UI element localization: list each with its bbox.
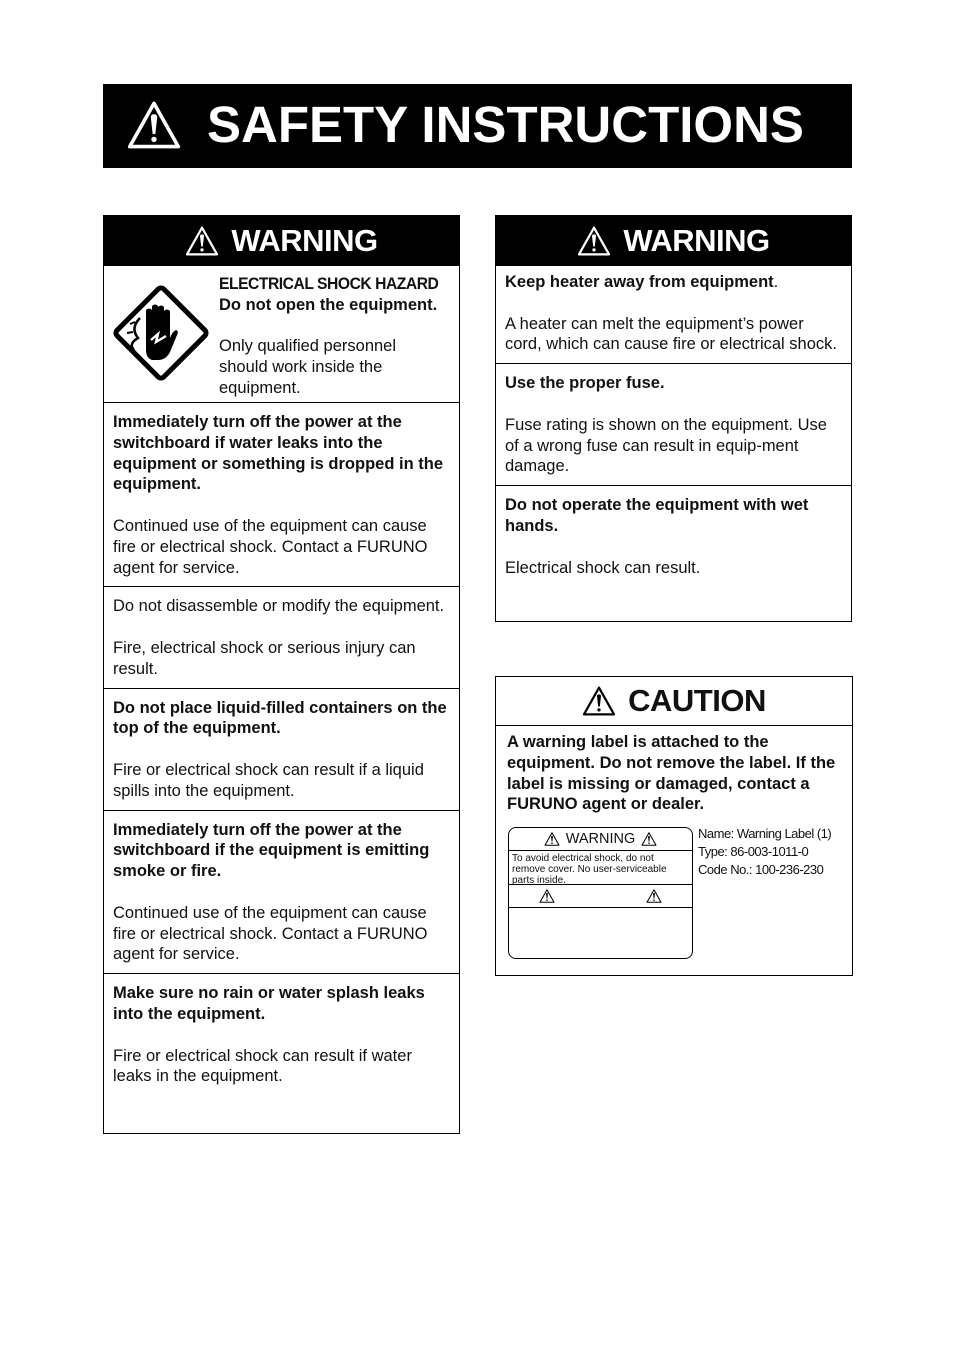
caution-label: CAUTION bbox=[628, 683, 766, 718]
label-type: Type: 86-003-1011-0 bbox=[698, 844, 809, 860]
warning-sticker bbox=[508, 827, 693, 959]
section-heading: Do not operate the equipment with wet hands. bbox=[505, 496, 809, 535]
left-warning-header bbox=[104, 216, 459, 266]
hazard-note: Only qualified personnel should work inside the equipment. bbox=[219, 337, 397, 397]
section-heading: Immediately turn off the power at the switchboard if water leaks into the equipment or something is dropped in the equipment. bbox=[113, 413, 444, 494]
section-heading: Do not disassemble or modify the equipment. bbox=[113, 597, 445, 616]
safety-banner bbox=[103, 84, 852, 168]
right-warning-box bbox=[495, 215, 852, 622]
section-heading-trail: . bbox=[773, 273, 779, 291]
warning-triangle-icon bbox=[544, 832, 560, 846]
sticker-icon-row bbox=[509, 885, 692, 908]
section-heading: Make sure no rain or water splash leaks into the equipment. bbox=[113, 984, 425, 1023]
section-heading: Use the proper fuse. bbox=[505, 374, 665, 393]
section-heading: Keep heater away from equipment bbox=[505, 273, 774, 291]
warning-triangle-icon bbox=[539, 889, 555, 903]
hazard-instruction: Do not open the equipment. bbox=[219, 295, 438, 314]
warning-triangle-icon bbox=[127, 100, 181, 150]
left-warning-box bbox=[103, 215, 460, 1134]
warning-triangle-icon bbox=[185, 226, 219, 256]
warning-section bbox=[104, 810, 459, 974]
warning-section bbox=[496, 266, 851, 363]
right-warning-header bbox=[496, 216, 851, 266]
warning-section bbox=[104, 973, 459, 1095]
warning-triangle-icon bbox=[641, 832, 657, 846]
warning-triangle-icon bbox=[646, 889, 662, 903]
sticker-title: WARNING bbox=[565, 831, 636, 848]
section-text: Fire or electrical shock can result if a liquid spills into the equipment. bbox=[113, 760, 424, 800]
caution-header bbox=[496, 677, 852, 726]
warning-triangle-icon bbox=[582, 686, 616, 716]
label-info bbox=[698, 825, 831, 879]
hazard-title: ELECTRICAL SHOCK HAZARD bbox=[219, 274, 439, 293]
warning-label: WARNING bbox=[623, 222, 770, 258]
section-heading: Immediately turn off the power at the switchboard if the equipment is emitting smoke or fire. bbox=[113, 820, 430, 881]
sticker-text: To avoid electrical shock, do not remove cover. No user-serviceable parts inside. bbox=[509, 851, 692, 885]
warning-section bbox=[104, 688, 459, 810]
warning-section bbox=[104, 402, 459, 586]
section-text: Continued use of the equipment can cause fire or electrical shock. Contact a FURUNO agent for service. bbox=[113, 903, 428, 964]
label-code: Code No.: 100-236-230 bbox=[698, 862, 824, 878]
section-text: Electrical shock can result. bbox=[505, 558, 701, 577]
sticker-header bbox=[509, 828, 692, 851]
warning-section bbox=[496, 363, 851, 485]
label-name: Name: Warning Label (1) bbox=[698, 826, 832, 842]
section-heading: Do not place liquid-filled containers on the top of the equipment. bbox=[113, 698, 447, 738]
page-title: SAFETY INSTRUCTIONS bbox=[207, 96, 804, 153]
section-text: Continued use of the equipment can cause fire or electrical shock. Contact a FURUNO agent for service. bbox=[113, 516, 428, 577]
warning-label: WARNING bbox=[231, 222, 378, 258]
warning-section bbox=[496, 485, 851, 586]
section-text: Fire or electrical shock can result if water leaks in the equipment. bbox=[113, 1046, 412, 1086]
section-text: Fire, electrical shock or serious injury can result. bbox=[113, 638, 416, 678]
caution-box bbox=[495, 676, 853, 976]
warning-section bbox=[104, 586, 459, 687]
warning-label-illustration bbox=[496, 815, 852, 965]
section-text: Fuse rating is shown on the equipment. Use of a wrong fuse can result in equip-ment damage. bbox=[505, 415, 827, 476]
caution-text: A warning label is attached to the equipment. Do not remove the label. If the label is missing or damaged, contact a FURUNO agent or dealer. bbox=[507, 733, 836, 814]
shock-hazard-section bbox=[104, 266, 459, 402]
warning-triangle-icon bbox=[577, 226, 611, 256]
electric-shock-hand-icon bbox=[108, 280, 214, 386]
section-text: A heater can melt the equipment’s power cord, which can cause fire or electrical shock. bbox=[505, 314, 837, 354]
